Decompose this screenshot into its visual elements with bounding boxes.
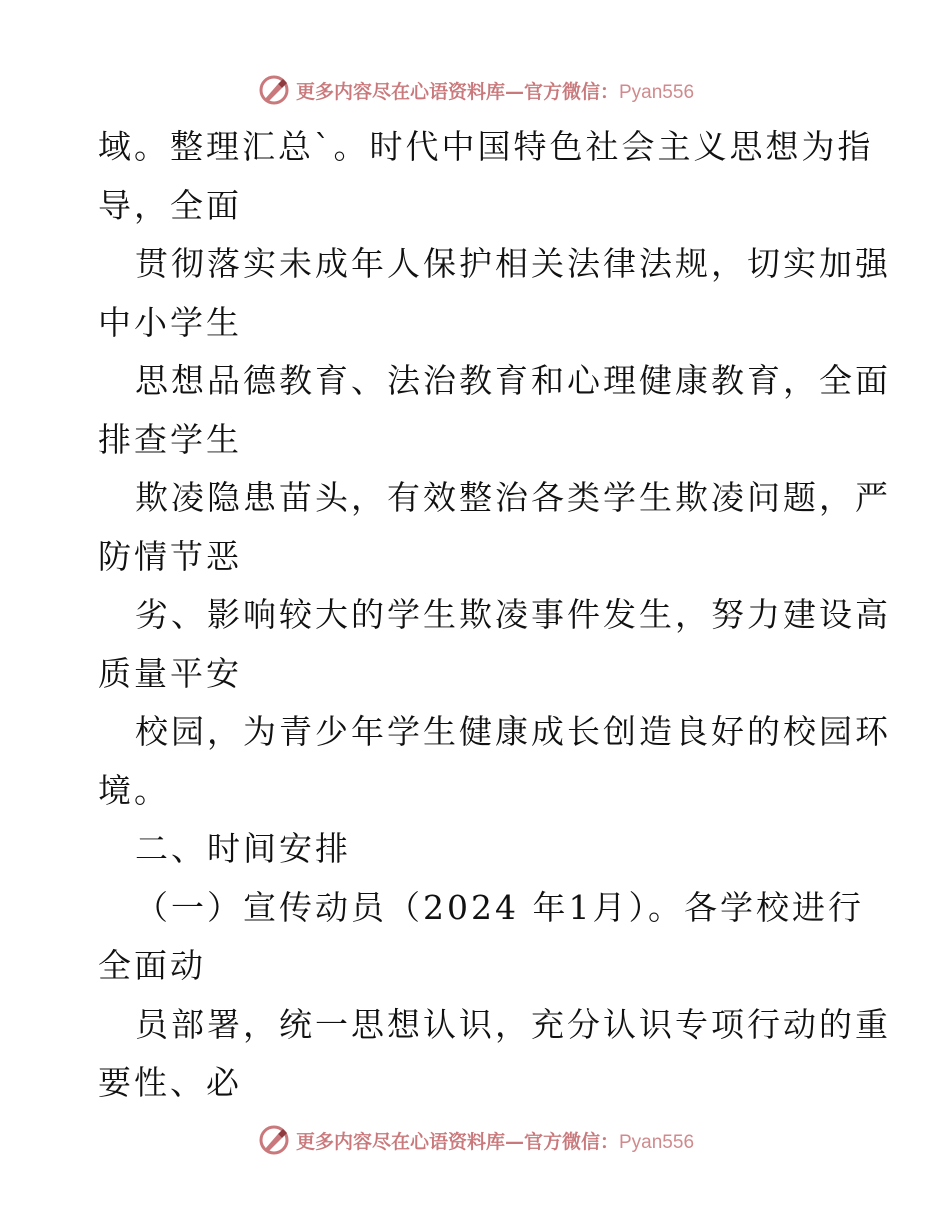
text-line: 校园，为青少年学生健康成长创造良好的校园环 [135, 712, 891, 751]
watermark-text: 更多内容尽在心语资料库—官方微信：Pyan556 [295, 80, 695, 103]
text-line: 欺凌隐患苗头，有效整治各类学生欺凌问题，严 [135, 478, 891, 517]
text-line: （一）宣传动员（2024 年1月）。各学校进行 [135, 887, 864, 927]
text-line: 境。 [98, 770, 170, 810]
watermark-text: 更多内容尽在心语资料库—官方微信：Pyan556 [295, 1130, 695, 1153]
watermark-footer [0, 1120, 950, 1160]
text-line: 员部署，统一思想认识，充分认识专项行动的重 [135, 1004, 891, 1044]
section-heading: 二、时间安排 [135, 829, 351, 868]
pen-nib-circle-icon [256, 72, 292, 108]
watermark-header [0, 70, 950, 110]
text-line: 全面动 [98, 946, 206, 985]
text-line: 防情节恶 [98, 536, 242, 576]
text-line: 导，全面 [98, 185, 242, 225]
text-line: 域。整理汇总ˋ。时代中国特色社会主义思想为指 [98, 127, 874, 166]
document-body [98, 118, 891, 1113]
text-line: 质量平安 [98, 653, 242, 693]
text-line: 中小学生 [98, 302, 242, 342]
pen-nib-circle-icon [256, 1122, 292, 1158]
text-line: 贯彻落实未成年人保护相关法律法规，切实加强 [135, 244, 891, 283]
text-line: 劣、影响较大的学生欺凌事件发生，努力建设高 [135, 595, 891, 634]
text-line: 要性、必 [98, 1063, 242, 1102]
text-line: 思想品德教育、法治教育和心理健康教育，全面 [135, 361, 891, 400]
text-line: 排查学生 [98, 419, 242, 459]
